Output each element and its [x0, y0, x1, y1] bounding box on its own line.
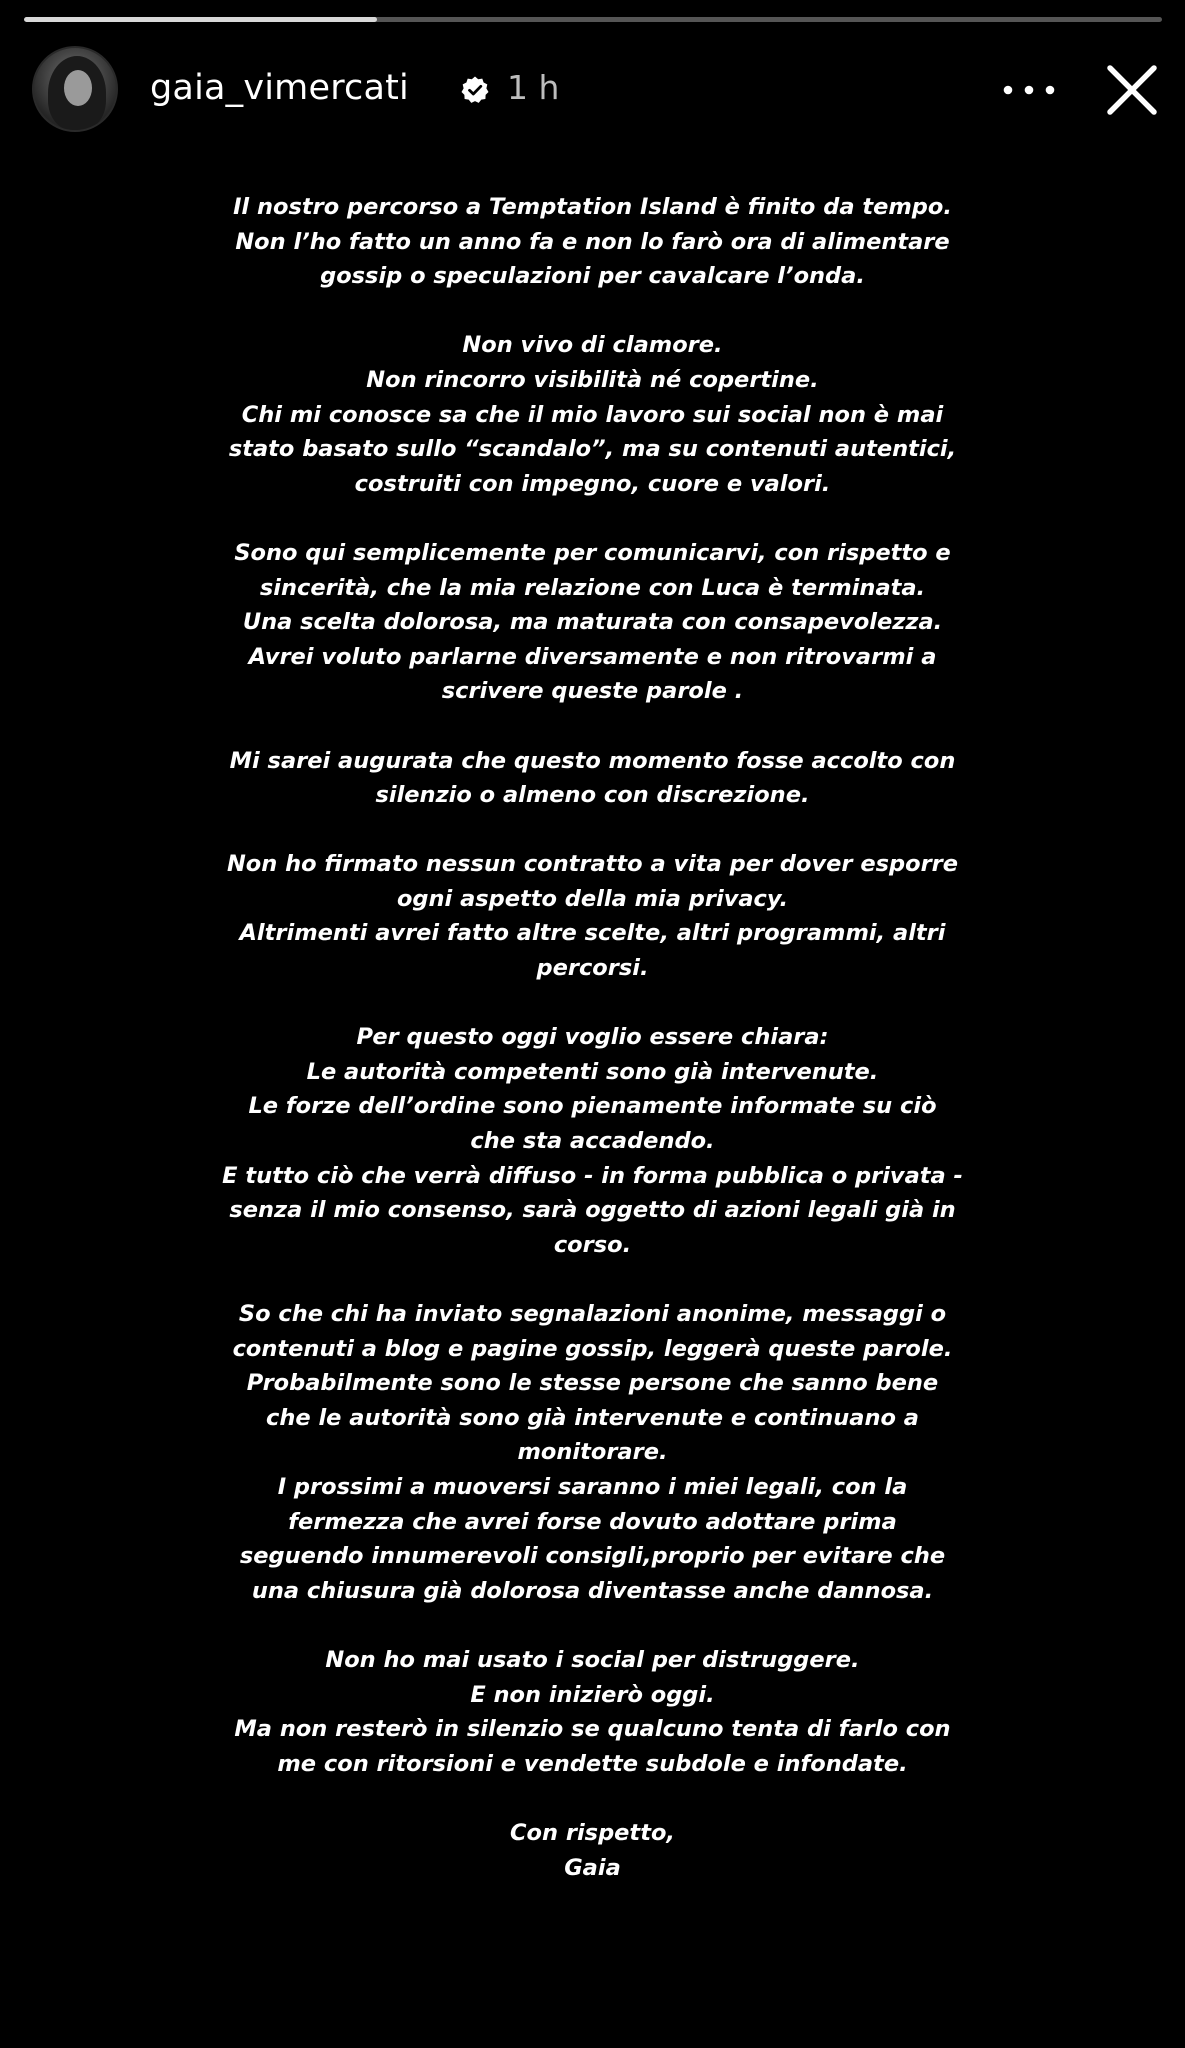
story-line: Non vivo di clamore. [462, 332, 723, 359]
story-line: Sono qui semplicemente per comunicarvi, con rispetto e [234, 539, 951, 566]
story-text [0, 190, 1185, 1920]
story-progress-bar [24, 17, 1162, 22]
close-icon [1096, 54, 1168, 126]
story-paragraph [0, 328, 1185, 501]
story-line: E non inizierò oggi. [470, 1681, 715, 1708]
story-line: E tutto ciò che verrà diffuso - in forma pubblica o privata - [222, 1162, 963, 1189]
story-paragraph [0, 1297, 1185, 1608]
story-line: Altrimenti avrei fatto altre scelte, altri programmi, altri [239, 920, 946, 947]
username[interactable]: gaia_vimercati [150, 68, 409, 108]
story-line: corso. [553, 1231, 632, 1258]
verified-badge-icon [460, 75, 490, 105]
story-paragraph [0, 744, 1185, 813]
avatar-face [64, 70, 92, 106]
story-line: ogni aspetto della mia privacy. [396, 885, 789, 912]
timestamp: 1 h [507, 68, 560, 107]
story-paragraph [0, 847, 1185, 985]
story-line: scrivere queste parole . [441, 678, 744, 705]
story-line: Il nostro percorso a Temptation Island è finito da tempo. [233, 194, 952, 220]
story-line: Mi sarei augurata che questo momento fosse accolto con [229, 747, 956, 774]
story-line: che sta accadendo. [470, 1128, 715, 1155]
story-line: I prossimi a muoversi saranno i miei legali, con la [277, 1473, 908, 1500]
story-line: Non ho firmato nessun contratto a vita per dover esporre [226, 851, 959, 878]
story-line: stato basato sullo “scandalo”, ma su contenuti autentici, [228, 436, 957, 463]
story-line: sincerità, che la mia relazione con Luca è terminata. [259, 574, 926, 601]
story-progress-fill [24, 17, 377, 22]
story-line: me con ritorsioni e vendette subdole e infondate. [277, 1750, 908, 1777]
more-horizontal-icon [994, 68, 1064, 112]
story-line: Gaia [564, 1854, 621, 1881]
story-paragraph [0, 1816, 1185, 1885]
more-options-button[interactable] [994, 68, 1064, 112]
story-line: Una scelta dolorosa, ma maturata con consapevolezza. [242, 609, 943, 636]
story-line: Per questo oggi voglio essere chiara: [356, 1024, 829, 1051]
story-line: percorsi. [536, 955, 649, 982]
story-line: costruiti con impegno, cuore e valori. [354, 470, 831, 497]
story-line: Probabilmente sono le stesse persone che sanno bene [246, 1370, 939, 1397]
story-paragraph [0, 1020, 1185, 1262]
avatar[interactable] [32, 46, 118, 132]
story-paragraph [0, 1643, 1185, 1781]
story-line: silenzio o almeno con discrezione. [375, 782, 810, 809]
story-line: Con rispetto, [510, 1819, 675, 1846]
story-line: Le forze dell’ordine sono pienamente informate su ciò [248, 1093, 937, 1120]
close-button[interactable] [1096, 54, 1168, 126]
story-line: Non ho mai usato i social per distruggere. [325, 1646, 860, 1673]
story-line: Ma non resterò in silenzio se qualcuno tenta di farlo con [234, 1716, 951, 1743]
story-line: senza il mio consenso, sarà oggetto di azioni legali già in [229, 1197, 956, 1224]
story-paragraph [0, 536, 1185, 709]
story-line: che le autorità sono già intervenute e continuano a [266, 1404, 919, 1431]
story-line: Chi mi conosce sa che il mio lavoro sui social non è mai [241, 401, 944, 428]
story-line: Le autorità competenti sono già intervenute. [306, 1058, 879, 1085]
story-line: contenuti a blog e pagine gossip, leggerà queste parole. [232, 1335, 953, 1362]
story-paragraph [0, 190, 1185, 294]
story-line: fermezza che avrei forse dovuto adottare prima [288, 1508, 897, 1535]
story-line: Avrei voluto parlarne diversamente e non ritrovarmi a [248, 643, 937, 670]
story-line: Non rincorro visibilità né copertine. [366, 366, 819, 393]
story-line: gossip o speculazioni per cavalcare l’onda. [320, 263, 865, 290]
story-line: una chiusura già dolorosa diventasse anche dannosa. [251, 1577, 934, 1604]
story-line: So che chi ha inviato segnalazioni anonime, messaggi o [238, 1301, 947, 1327]
story-header [32, 46, 1161, 136]
story-line: Non l’ho fatto un anno fa e non lo farò ora di alimentare [235, 228, 950, 255]
story-line: monitorare. [517, 1439, 668, 1466]
story-line: seguendo innumerevoli consigli,proprio per evitare che [239, 1543, 946, 1570]
